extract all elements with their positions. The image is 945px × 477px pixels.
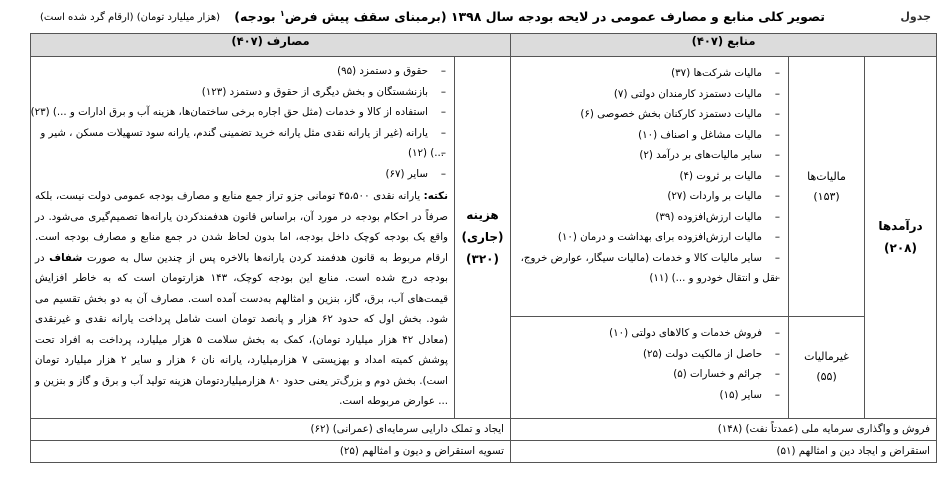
capital-sources-cell: فروش و واگذاری سرمایه ملی (عمدتاً نفت) (۱۴۸) <box>511 418 937 440</box>
list-item: – حاصل از مالکیت دولت (۲۵) <box>515 344 782 365</box>
list-item-continuation: – نقل و انتقال خودرو و ...) (۱۱) <box>515 268 782 289</box>
note-text: یارانه نقدی ۴۵،۵۰۰ تومانی جزو تراز جمع منابع و مصارف بودجه عمومی دولت نیست، بلکه صرفاً در احکام بودجه در مورد آن، براساس قانون هدفمندکردن یارانه‌ها تصمیم‌گیری می‌شود. در واقع یک بودجه کوچک داخل بودجه، اما بدون لحاظ شدن در جمع منابع و مصارف بودجه است. ارقام مربوط به قانون هدفمند کردن یارانه‌ها بالاخره پس از چندین سال به صورت <box>35 190 448 264</box>
taxes-group <box>789 57 865 317</box>
sources-header: منابع (۴۰۷) <box>511 34 937 57</box>
title-footnote-mark: ۱ <box>279 9 285 18</box>
revenues-group <box>865 57 937 419</box>
non-taxes-list <box>511 317 788 407</box>
expenses-detail-cell <box>31 57 455 419</box>
list-item: – فروش خدمات و کالاهای دولتی (۱۰) <box>515 323 782 344</box>
list-item: – سایر (۶۷) <box>35 164 448 185</box>
list-item: – جرائم و خسارات (۵) <box>515 364 782 385</box>
expenses-sub-label: (جاری) <box>461 230 504 245</box>
note-text-continued: در بودجه درج شده است. منابع این بودجه کوچک، ۱۴۳ هزارتومان است که به خاطر افزایش قیمت‌های آب، برق، گاز، بنزین و امثالهم به‌دست آمده است. مصارف آن به دو بخش تقسیم می شود. بخش اول که حدود ۶۲ هزار و پانصد تومان است شامل پرداخت یارانه نقدی و غیرنقدی (معادل ۴۲ هزار میلیارد تومان)، کمک به بخش سلامت ۵ هزار میلیارد، پرداخت به افراد تحت پوشش کمیته امداد و بهزیستی ۷ هزارمیلیارد، یارانه نان ۶ هزار و سایر ۲ هزار میلیارد تومان است). بخش دوم و بزرگ‌تر یعنی حدود ۸۰ هزارمیلیاردتومان هزینه تولید آب و برق و گاز و بنزین و ... عوارض مربوطه است. <box>35 251 448 407</box>
list-item: – سایر مالیات کالا و خدمات (مالیات سیگار، عوارض خروج، <box>515 248 782 269</box>
subsidy-note <box>31 184 454 418</box>
budget-table <box>30 33 937 463</box>
taxes-row <box>31 57 937 317</box>
revenues-label: درآمدها <box>878 219 923 234</box>
capital-uses-cell: ایجاد و تملک دارایی سرمایه‌ای (عمرانی) (۶۲) <box>31 418 511 440</box>
list-item: – مالیات شرکت‌ها (۳۷) <box>515 63 782 84</box>
expenses-group <box>455 57 511 419</box>
expenses-list <box>31 57 454 184</box>
expenses-label: هزینه <box>466 208 499 223</box>
list-item: – بازنشستگان و بخش دیگری از حقوق و دستمزد (۱۲۳) <box>35 82 448 103</box>
expenses-value: (۳۲۰) <box>466 252 499 267</box>
non-taxes-list-cell <box>511 317 789 418</box>
non-taxes-value: (۵۵) <box>816 370 837 384</box>
taxes-label: مالیات‌ها <box>807 169 846 183</box>
table-marker: جدول <box>900 10 931 23</box>
revenues-value: (۲۰۸) <box>884 241 917 256</box>
list-item: – حقوق و دستمزد (۹۵) <box>35 61 448 82</box>
list-item: – یارانه (غیر از یارانه نقدی مثل یارانه خرید تضمینی گندم، یارانه سود تسهیلات مسکن ، شیر و <box>35 123 448 144</box>
list-item: – مالیات بر ثروت (۴) <box>515 166 782 187</box>
financial-uses-cell: تسویه استقراض و دیون و امثالهم (۲۵) <box>31 440 511 462</box>
non-taxes-group <box>789 317 865 418</box>
taxes-value: (۱۵۳) <box>813 189 840 203</box>
list-item: – مالیات ارزش‌افزوده برای بهداشت و درمان (۱۰) <box>515 227 782 248</box>
unit-note: (هزار میلیارد تومان) (ارقام گرد شده است) <box>40 12 221 23</box>
list-item: – سایر (۱۵) <box>515 385 782 406</box>
non-taxes-label: غیرمالیات <box>804 350 849 364</box>
taxes-list-cell <box>511 57 789 317</box>
list-item: – مالیات ارزش‌افزوده (۳۹) <box>515 207 782 228</box>
list-item: – مالیات مشاغل و اصناف (۱۰) <box>515 125 782 146</box>
list-item-continuation: – ...) (۱۲) <box>35 143 448 164</box>
financial-row <box>31 440 937 462</box>
list-item: – مالیات دستمزد کارمندان دولتی (۷) <box>515 84 782 105</box>
note-bold-word: شفاف <box>49 251 83 264</box>
title-row <box>30 6 933 28</box>
title-main: تصویر کلی منابع و مصارف عمومی در لایحه بودجه سال ۱۳۹۸ (برمبنای سقف پیش فرض <box>284 9 825 25</box>
list-item: – مالیات دستمزد کارکنان بخش خصوصی (۶) <box>515 104 782 125</box>
uses-header: مصارف (۴۰۷) <box>31 34 511 57</box>
title-tail: بودجه) <box>234 9 280 25</box>
list-item: – استفاده از کالا و خدمات (مثل حق اجاره برخی ساختمان‌ها، هزینه آب و برق ادارات و ...) (۲۳) <box>35 102 448 123</box>
financial-sources-cell: استقراض و ایجاد دین و امثالهم (۵۱) <box>511 440 937 462</box>
list-item: – مالیات بر واردات (۲۷) <box>515 186 782 207</box>
capital-row <box>31 418 937 440</box>
list-item: – سایر مالیات‌های بر درآمد (۲) <box>515 145 782 166</box>
note-label: نکته: <box>423 190 448 202</box>
page-title <box>234 9 825 24</box>
taxes-list <box>511 57 788 291</box>
header-row <box>31 34 937 57</box>
